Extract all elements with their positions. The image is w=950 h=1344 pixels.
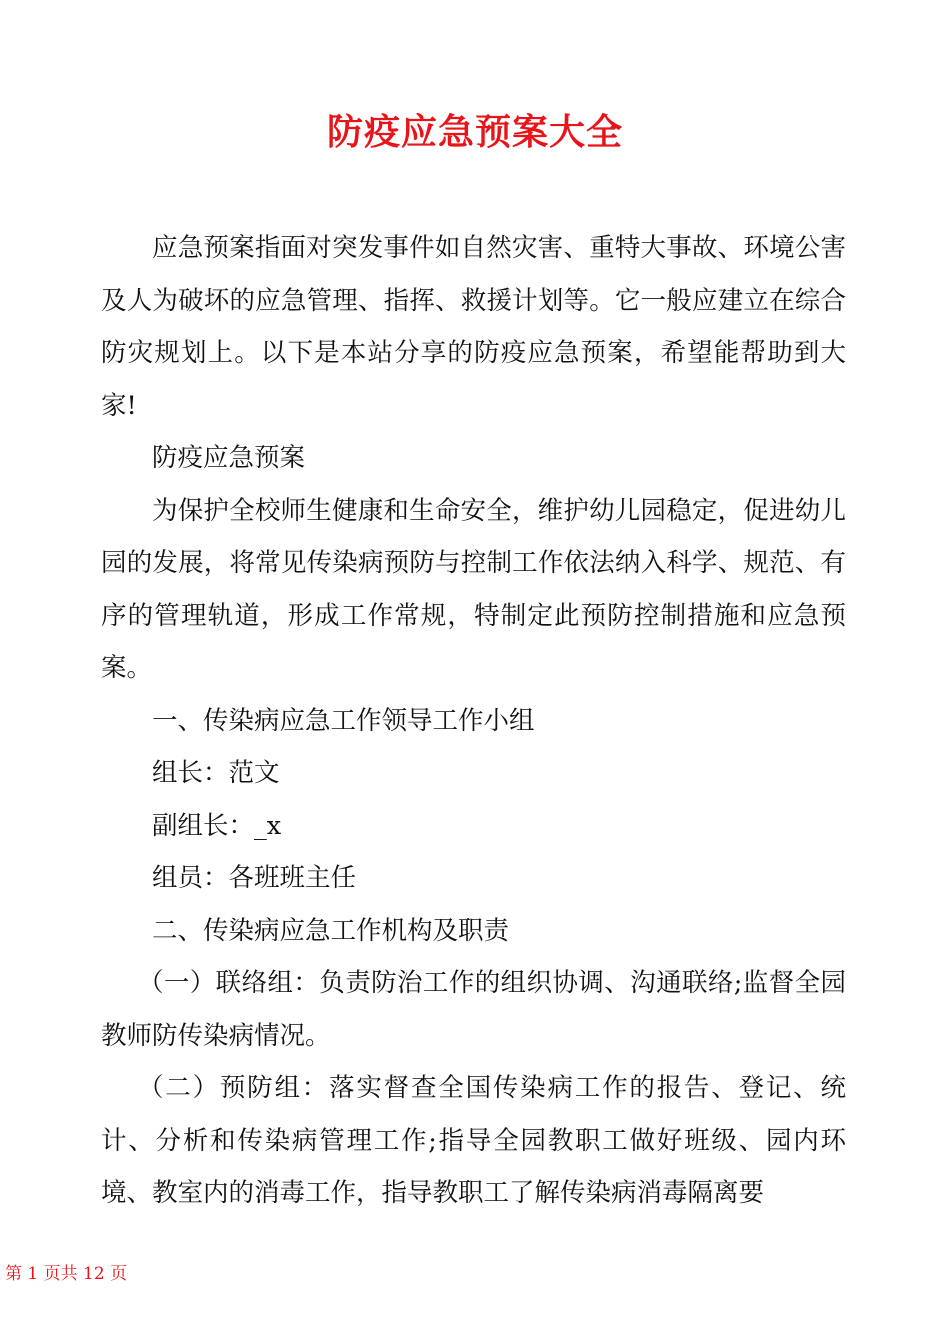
document-title: 防疫应急预案大全 <box>326 112 623 153</box>
intro-paragraph: 应急预案指面对突发事件如自然灾害、重特大事故、环境公害及人为破坏的应急管理、指挥、救援计划等。它一般应建立在综合防灾规划上。以下是本站分享的防疫应急预案，希望能帮助到大家! <box>101 233 846 421</box>
deputy-leader-line: 副组长：_x <box>152 810 282 841</box>
heading-leadership-group: 一、传染病应急工作领导工作小组 <box>152 705 535 736</box>
document-body <box>101 222 846 1220</box>
section-heading: 防疫应急预案 <box>152 443 306 473</box>
purpose-paragraph: 为保护全校师生健康和生命安全，维护幼儿园稳定，促进幼儿园的发展，将常见传染病预防与控制工作依法纳入科学、规范、有序的管理轨道，形成工作常规，特制定此预防控制措施和应急预案。 <box>101 495 846 683</box>
prevention-group-paragraph: （二）预防组：落实督查全国传染病工作的报告、登记、统计、分析和传染病管理工作;指导全园教职工做好班级、园内环境、教室内的消毒工作，指导教职工了解传染病消毒隔离要 <box>101 1073 846 1208</box>
members-line: 组员：各班班主任 <box>152 863 357 893</box>
heading-organization-duties: 二、传染病应急工作机构及职责 <box>152 915 510 946</box>
page-footer: 第 1 页共 12 页 <box>5 1264 128 1284</box>
leader-line: 组长：范文 <box>152 758 280 788</box>
liaison-group-paragraph: （一）联络组：负责防治工作的组织协调、沟通联络;监督全园教师防传染病情况。 <box>101 968 846 1051</box>
